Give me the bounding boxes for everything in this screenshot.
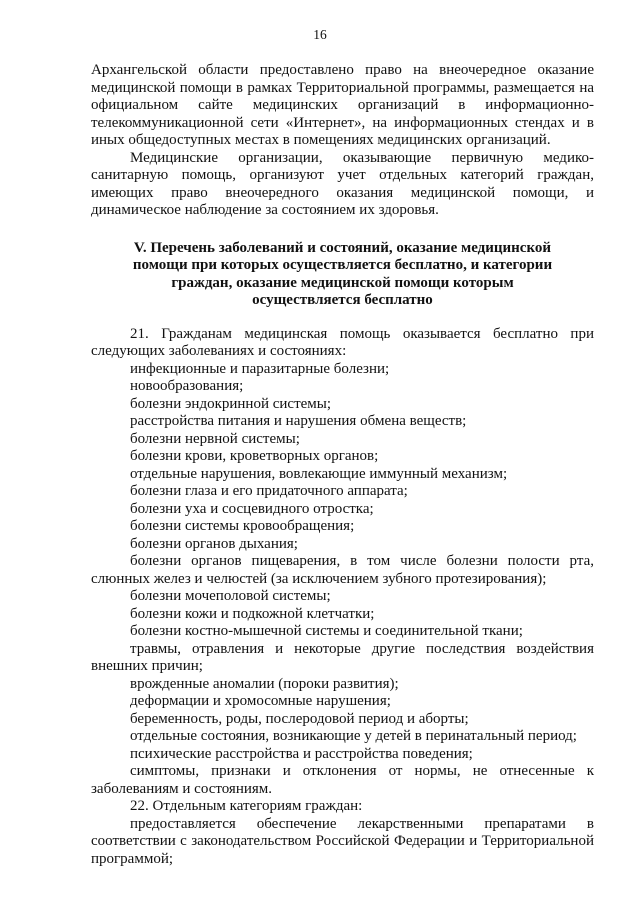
list-item: болезни системы кровообращения; (130, 518, 355, 534)
clause-21-intro: 21. Гражданам медицинская помощь оказывается бесплатно при следующих заболеваниях и состояниях: (91, 325, 594, 359)
list-item: врожденные аномалии (пороки развития); (130, 675, 399, 692)
clause-22-intro: 22. Отдельным категориям граждан: (130, 798, 363, 814)
section-heading-line: помощи при которых осуществляется бесплатно, и категории (132, 257, 553, 273)
section-heading-line: V. Перечень заболеваний и состояний, оказание медицинской (133, 239, 552, 256)
list-item: симптомы, признаки и отклонения от нормы, не отнесенные к заболеваниям и состояниям. (91, 763, 594, 797)
list-item: болезни мочеполовой системы; (130, 588, 331, 604)
page-number: 16 (313, 27, 327, 42)
list-item: травмы, отравления и некоторые другие последствия воздействия внешних причин; (91, 640, 594, 674)
list-item: болезни уха и сосцевидного отростка; (130, 500, 374, 517)
section-heading-line: осуществляется бесплатно (252, 292, 433, 308)
list-item: беременность, роды, послеродовой период и аборты; (130, 710, 469, 727)
list-item: болезни кожи и подкожной клетчатки; (130, 605, 375, 622)
list-item: болезни органов пищеварения, в том числе болезни полости рта, слюнных желез и челюстей (за исключением зубного протезирования); (91, 553, 594, 587)
intro-paragraph: Медицинские организации, оказывающие первичную медико-санитарную помощь, организуют учет отдельных категорий граждан, имеющих право внеочередного оказания медицинской помощи, и динамическое наблюдение за состоянием их здоровья. (91, 149, 594, 218)
list-item: инфекционные и паразитарные болезни; (130, 360, 390, 377)
section-heading (91, 240, 594, 310)
list-item: болезни нервной системы; (130, 430, 300, 447)
list-item: расстройства питания и нарушения обмена веществ; (130, 413, 467, 429)
list-item: отдельные нарушения, вовлекающие иммунный механизм; (130, 465, 508, 482)
list-item: отдельные состояния, возникающие у детей в перинатальный период; (130, 728, 577, 744)
intro-paragraph: Архангельской области предоставлено право на внеочередное оказание медицинской помощи в рамках Территориальной программы, размещается на официальном сайте медицинских организаций в информационно-телекоммуникационной сети «Интернет», на информационных стендах и в иных общедоступных местах в помещениях медицинских организаций. (91, 62, 594, 148)
list-item: болезни глаза и его придаточного аппарата; (130, 483, 408, 499)
list-item: предоставляется обеспечение лекарственными препаратами в соответствии с законодательством Российской Федерации и Территориальной программой; (91, 815, 594, 867)
disease-list (91, 361, 594, 799)
list-item: психические расстройства и расстройства поведения; (130, 745, 473, 762)
list-item: болезни органов дыхания; (130, 535, 298, 552)
list-item: деформации и хромосомные нарушения; (130, 693, 391, 709)
list-item: болезни эндокринной системы; (130, 395, 332, 412)
list-item: болезни костно-мышечной системы и соединительной ткани; (130, 623, 523, 639)
section-heading-line: граждан, оказание медицинской помощи которым (171, 274, 514, 291)
document-body (91, 62, 594, 868)
list-item: новообразования; (130, 378, 244, 394)
list-item: болезни крови, кроветворных органов; (130, 448, 379, 464)
